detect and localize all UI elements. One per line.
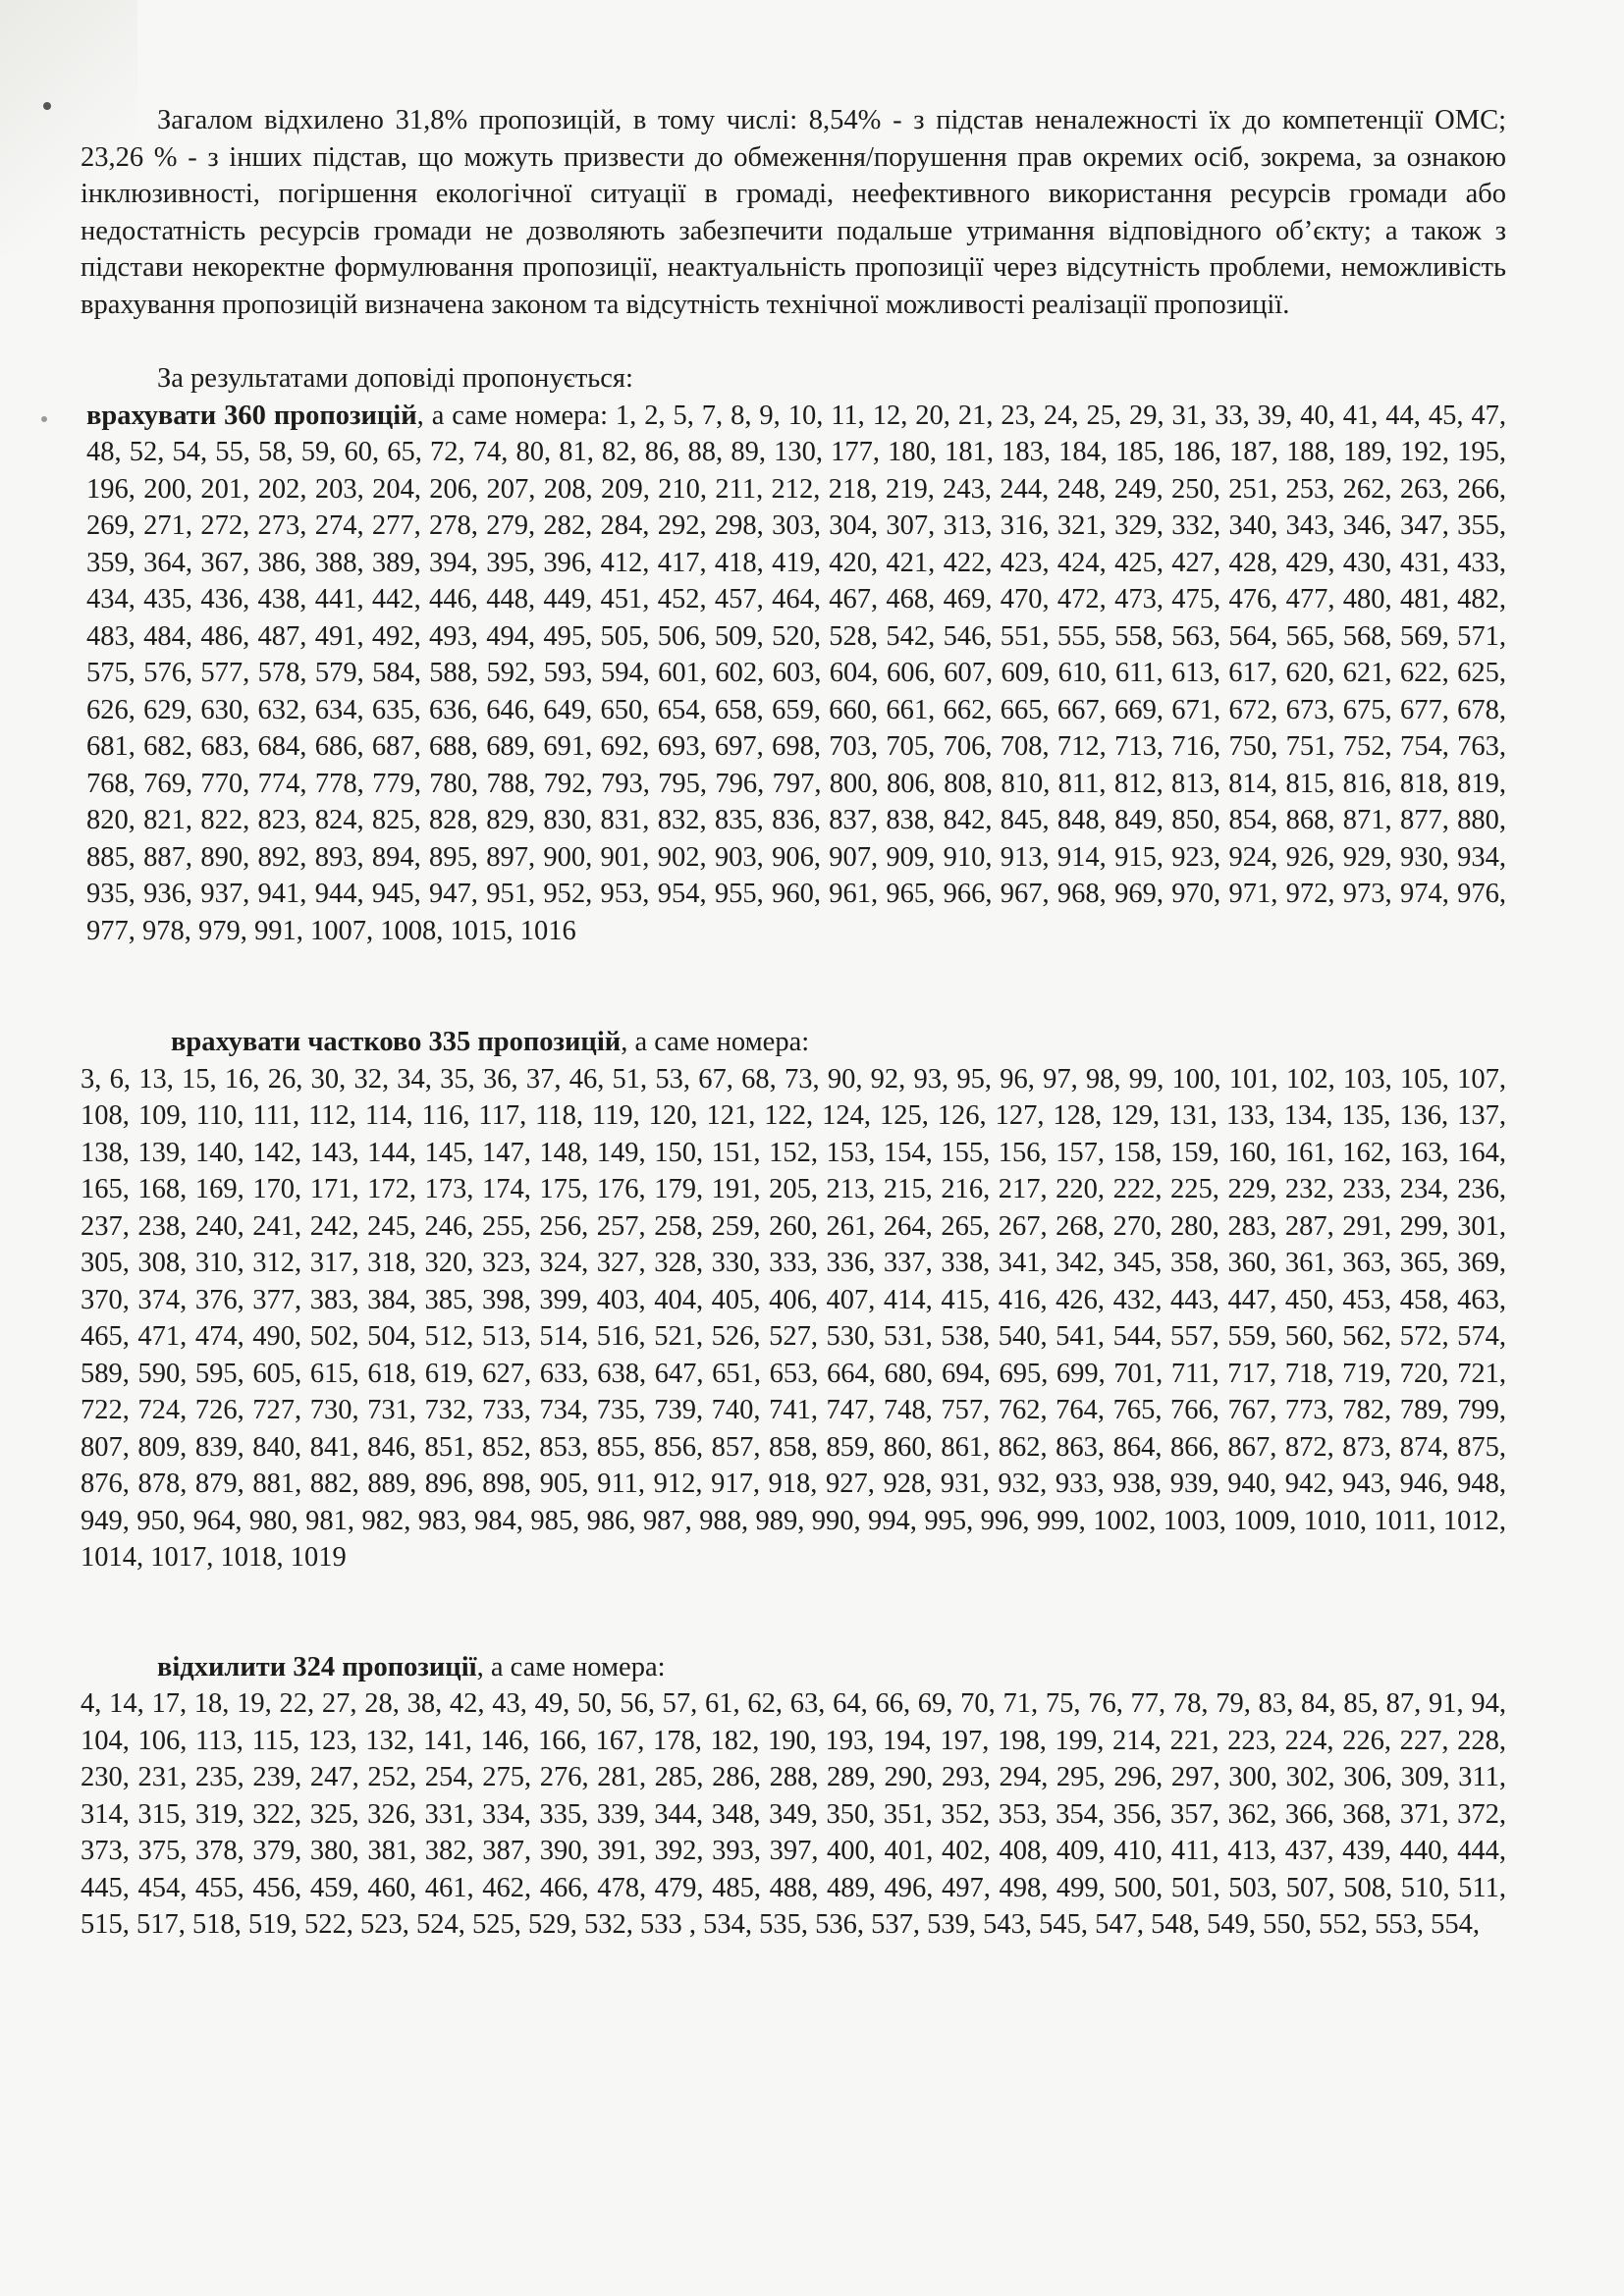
rejected-numbers: 4, 14, 17, 18, 19, 22, 27, 28, 38, 42, 43, 49, 50, 56, 57, 61, 62, 63, 64, 66, 69, 70, 71, 75, 76, 77, 78, 79, 83, 84, 85, 87, 91, 94, 104, 106, 113, 115, 123, 132, 141, 146, 166, 167, 178, 182, 190, 193, 194, 197, 198, 199, 214, 221, 223, 224, 226, 227, 228, 230, 231, 235, 239, 247, 252, 254, 275, 276, 281, 285, 286, 288, 289, 290, 293, 294, 295, 296, 297, 300, 302, 306, 309, 311, 314, 315, 319, 322, 325, 326, 331, 334, 335, 339, 344, 348, 349, 350, 351, 352, 353, 354, 356, 357, 362, 366, 368, 371, 372, 373, 375, 378, 379, 380, 381, 382, 387, 390, 391, 392, 393, 397, 400, 401, 402, 408, 409, 410, 411, 413, 437, 439, 440, 444, 445, 454, 455, 456, 459, 460, 461, 462, 466, 478, 479, 485, 488, 489, 496, 497, 498, 499, 500, 501, 503, 507, 508, 510, 511, 515, 517, 518, 519, 522, 523, 524, 525, 529, 532, 533 , 534, 535, 536, 537, 539, 543, 545, 547, 548, 549, 550, 552, 553, 554, xyxy=(81,1688,1506,1940)
summary-paragraph: Загалом відхилено 31,8% пропозицій, в тому числі: 8,54% - з підстав неналежності їх до компетенції ОМС; 23,26 % - з інших підстав, що можуть призвести до обмеження/порушення прав окремих осіб, зокрема, за ознакою інклюзивності, погіршення екологічної ситуації в громаді, неефективного використання ресурсів громади або недостатність ресурсів громади не дозволяють забезпечити подальше утримання відповідного об’єкту; а також з підстави некоректне формулювання пропозиції, неактуальність пропозиції через відсутність проблеми, неможливість врахування пропозицій визначена законом та відсутність технічної можливості реалізації пропозиції. xyxy=(81,105,1506,320)
accepted-section xyxy=(81,398,1506,950)
accepted-heading-rest: , а саме номера: xyxy=(416,400,616,431)
rejected-heading-line xyxy=(81,1649,1506,1686)
spacer xyxy=(81,949,1506,1024)
document-body xyxy=(81,102,1506,1944)
partial-heading-line xyxy=(81,1024,1506,1061)
partial-heading-rest: , а саме номера: xyxy=(621,1027,810,1057)
margin-mark xyxy=(43,102,51,110)
intro-line: За результатами доповіді пропонується: xyxy=(157,363,633,394)
spacer xyxy=(81,1576,1506,1649)
accepted-heading: врахувати 360 пропозицій xyxy=(86,400,417,431)
accepted-numbers: 1, 2, 5, 7, 8, 9, 10, 11, 12, 20, 21, 23, 24, 25, 29, 31, 33, 39, 40, 41, 44, 45, 47, 48, 52, 54, 55, 58, 59, 60, 65, 72, 74, 80, 81, 82, 86, 88, 89, 130, 177, 180, 181, 183, 184, 185, 186, 187, 188, 189, 192, 195, 196, 200, 201, 202, 203, 204, 206, 207, 208, 209, 210, 211, 212, 218, 219, 243, 244, 248, 249, 250, 251, 253, 262, 263, 266, 269, 271, 272, 273, 274, 277, 278, 279, 282, 284, 292, 298, 303, 304, 307, 313, 316, 321, 329, 332, 340, 343, 346, 347, 355, 359, 364, 367, 386, 388, 389, 394, 395, 396, 412, 417, 418, 419, 420, 421, 422, 423, 424, 425, 427, 428, 429, 430, 431, 433, 434, 435, 436, 438, 441, 442, 446, 448, 449, 451, 452, 457, 464, 467, 468, 469, 470, 472, 473, 475, 476, 477, 480, 481, 482, 483, 484, 486, 487, 491, 492, 493, 494, 495, 505, 506, 509, 520, 528, 542, 546, 551, 555, 558, 563, 564, 565, 568, 569, 571, 575, 576, 577, 578, 579, 584, 588, 592, 593, 594, 601, 602, 603, 604, 606, 607, 609, 610, 611, 613, 617, 620, 621, 622, 625, 626, 629, 630, 632, 634, 635, 636, 646, 649, 650, 654, 658, 659, 660, 661, 662, 665, 667, 669, 671, 672, 673, 675, 677, 678, 681, 682, 683, 684, 686, 687, 688, 689, 691, 692, 693, 697, 698, 703, 705, 706, 708, 712, 713, 716, 750, 751, 752, 754, 763, 768, 769, 770, 774, 778, 779, 780, 788, 792, 793, 795, 796, 797, 800, 806, 808, 810, 811, 812, 813, 814, 815, 816, 818, 819, 820, 821, 822, 823, 824, 825, 828, 829, 830, 831, 832, 835, 836, 837, 838, 842, 845, 848, 849, 850, 854, 868, 871, 877, 880, 885, 887, 890, 892, 893, 894, 895, 897, 900, 901, 902, 903, 906, 907, 909, 910, 913, 914, 915, 923, 924, 926, 929, 930, 934, 935, 936, 937, 941, 944, 945, 947, 951, 952, 953, 954, 955, 960, 961, 965, 966, 967, 968, 969, 970, 971, 972, 973, 974, 976, 977, 978, 979, 991, 1007, 1008, 1015, 1016 xyxy=(86,400,1506,946)
partial-numbers: 3, 6, 13, 15, 16, 26, 30, 32, 34, 35, 36, 37, 46, 51, 53, 67, 68, 73, 90, 92, 93, 95, 96, 97, 98, 99, 100, 101, 102, 103, 105, 107, 108, 109, 110, 111, 112, 114, 116, 117, 118, 119, 120, 121, 122, 124, 125, 126, 127, 128, 129, 131, 133, 134, 135, 136, 137, 138, 139, 140, 142, 143, 144, 145, 147, 148, 149, 150, 151, 152, 153, 154, 155, 156, 157, 158, 159, 160, 161, 162, 163, 164, 165, 168, 169, 170, 171, 172, 173, 174, 175, 176, 179, 191, 205, 213, 215, 216, 217, 220, 222, 225, 229, 232, 233, 234, 236, 237, 238, 240, 241, 242, 245, 246, 255, 256, 257, 258, 259, 260, 261, 264, 265, 267, 268, 270, 280, 283, 287, 291, 299, 301, 305, 308, 310, 312, 317, 318, 320, 323, 324, 327, 328, 330, 333, 336, 337, 338, 341, 342, 345, 358, 360, 361, 363, 365, 369, 370, 374, 376, 377, 383, 384, 385, 398, 399, 403, 404, 405, 406, 407, 414, 415, 416, 426, 432, 443, 447, 450, 453, 458, 463, 465, 471, 474, 490, 502, 504, 512, 513, 514, 516, 521, 526, 527, 530, 531, 538, 540, 541, 544, 557, 559, 560, 562, 572, 574, 589, 590, 595, 605, 615, 618, 619, 627, 633, 638, 647, 651, 653, 664, 680, 694, 695, 699, 701, 711, 717, 718, 719, 720, 721, 722, 724, 726, 727, 730, 731, 732, 733, 734, 735, 739, 740, 741, 747, 748, 757, 762, 764, 765, 766, 767, 773, 782, 789, 799, 807, 809, 839, 840, 841, 846, 851, 852, 853, 855, 856, 857, 858, 859, 860, 861, 862, 863, 864, 866, 867, 872, 873, 874, 875, 876, 878, 879, 881, 882, 889, 896, 898, 905, 911, 912, 917, 918, 927, 928, 931, 932, 933, 938, 939, 940, 942, 943, 946, 948, 949, 950, 964, 980, 981, 982, 983, 984, 985, 986, 987, 988, 989, 990, 994, 995, 996, 999, 1002, 1003, 1009, 1010, 1011, 1012, 1014, 1017, 1018, 1019 xyxy=(81,1063,1506,1573)
partial-heading: врахувати частково 335 пропозицій xyxy=(171,1027,622,1057)
rejected-heading-rest: , а саме номера: xyxy=(476,1651,666,1682)
margin-mark xyxy=(41,416,47,422)
rejected-heading: відхилити 324 пропозиції xyxy=(157,1651,477,1682)
